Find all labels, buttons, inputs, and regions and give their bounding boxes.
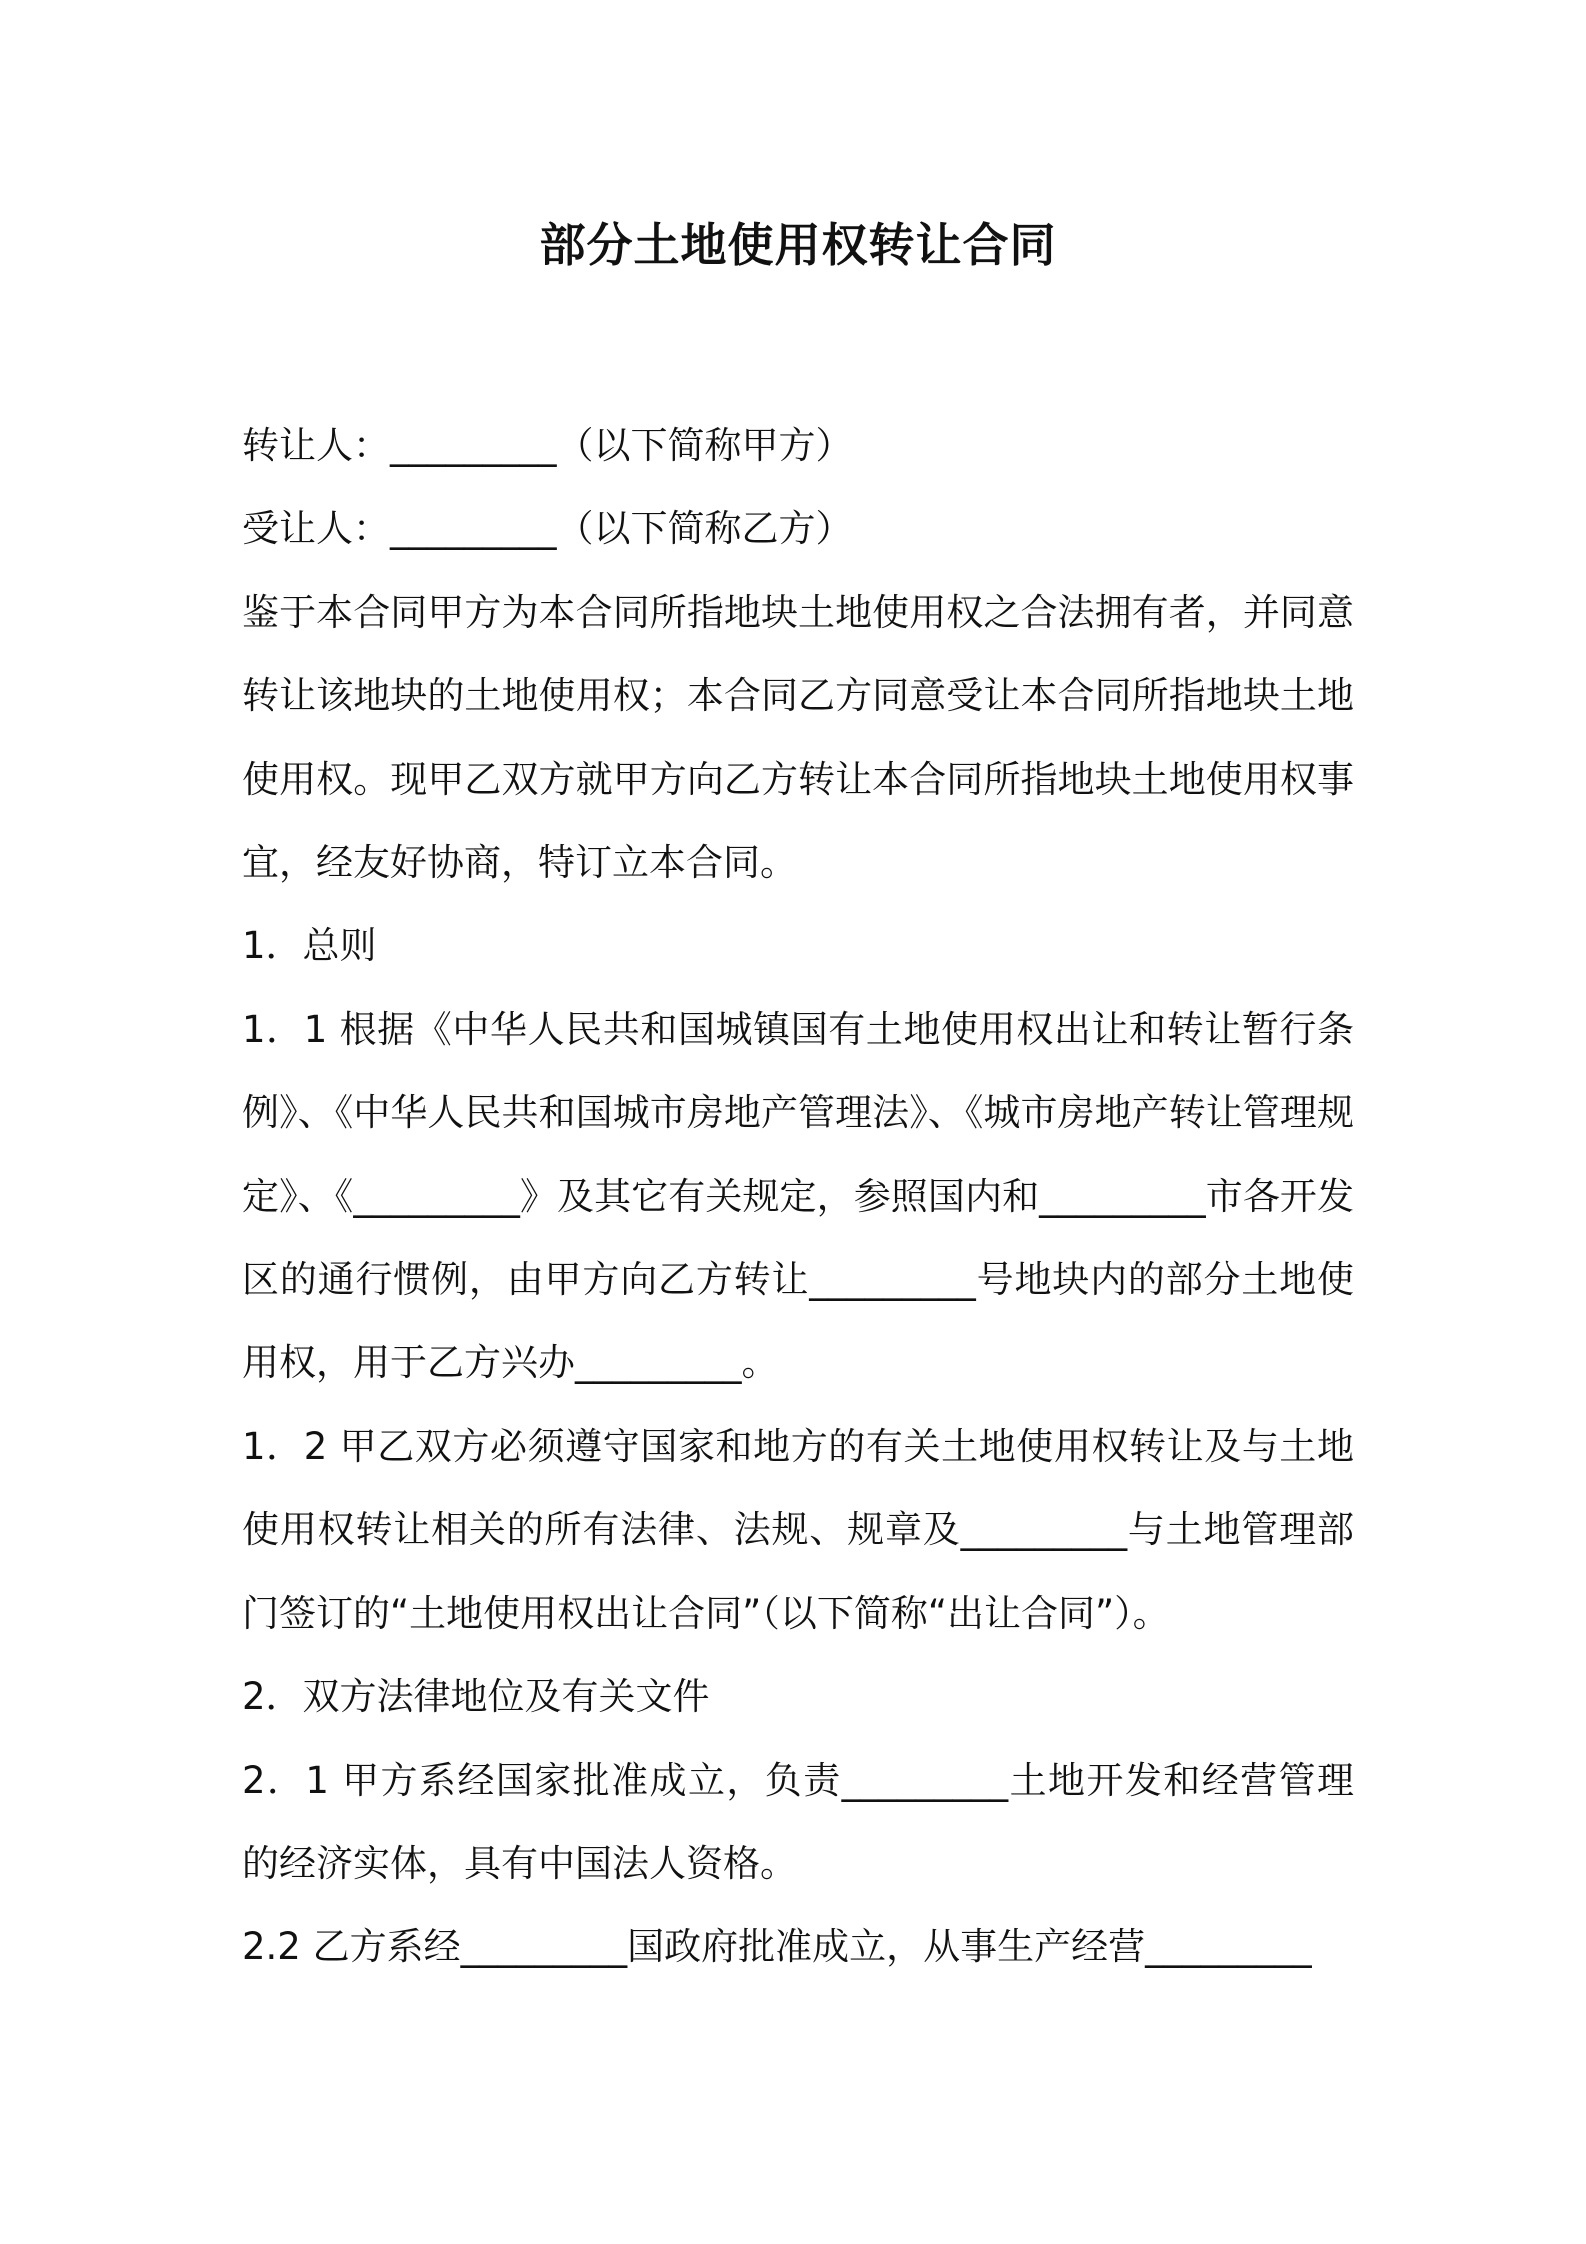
section-heading-legal-status: 2．双方法律地位及有关文件 xyxy=(242,1675,710,1719)
clause-2-1: 2．1 甲方系经国家批准成立，负责_________土地开发和经营管理的经济实体，具有中国法人资格。 xyxy=(242,1758,1354,1885)
paragraph-transferee: 受让人：_________（以下简称乙方） xyxy=(242,507,853,551)
document-title: 部分土地使用权转让合同 xyxy=(539,218,1057,272)
clause-2-2: 2.2 乙方系经_________国政府批准成立，从事生产经营_________ xyxy=(242,1925,1312,1969)
clause-1-1: 1．1 根据《中华人民共和国城镇国有土地使用权出让和转让暂行条例》、《中华人民共和国城市房地产管理法》、《城市房地产转让管理规定》、《_________》及其它有关规定，参照国内和_________市各开发区的通行惯例，由甲方向乙方转让_________号地块内的部分土地使用权，用于乙方兴办_________。 xyxy=(242,1007,1354,1385)
document-body xyxy=(242,404,1354,1989)
paragraph-transferor: 转让人：_________（以下简称甲方） xyxy=(242,424,853,467)
document-page xyxy=(242,0,1354,2244)
paragraph-preamble: 鉴于本合同甲方为本合同所指地块土地使用权之合法拥有者，并同意转让该地块的土地使用权；本合同乙方同意受让本合同所指地块土地使用权。现甲乙双方就甲方向乙方转让本合同所指地块土地使用权事宜，经友好协商，特订立本合同。 xyxy=(242,590,1354,885)
clause-1-2: 1．2 甲乙双方必须遵守国家和地方的有关土地使用权转让及与土地使用权转让相关的所有法律、法规、规章及_________与土地管理部门签订的“土地使用权出让合同”（以下简称“出让合同”）。 xyxy=(242,1424,1354,1635)
section-heading-general: 1．总则 xyxy=(242,924,377,968)
